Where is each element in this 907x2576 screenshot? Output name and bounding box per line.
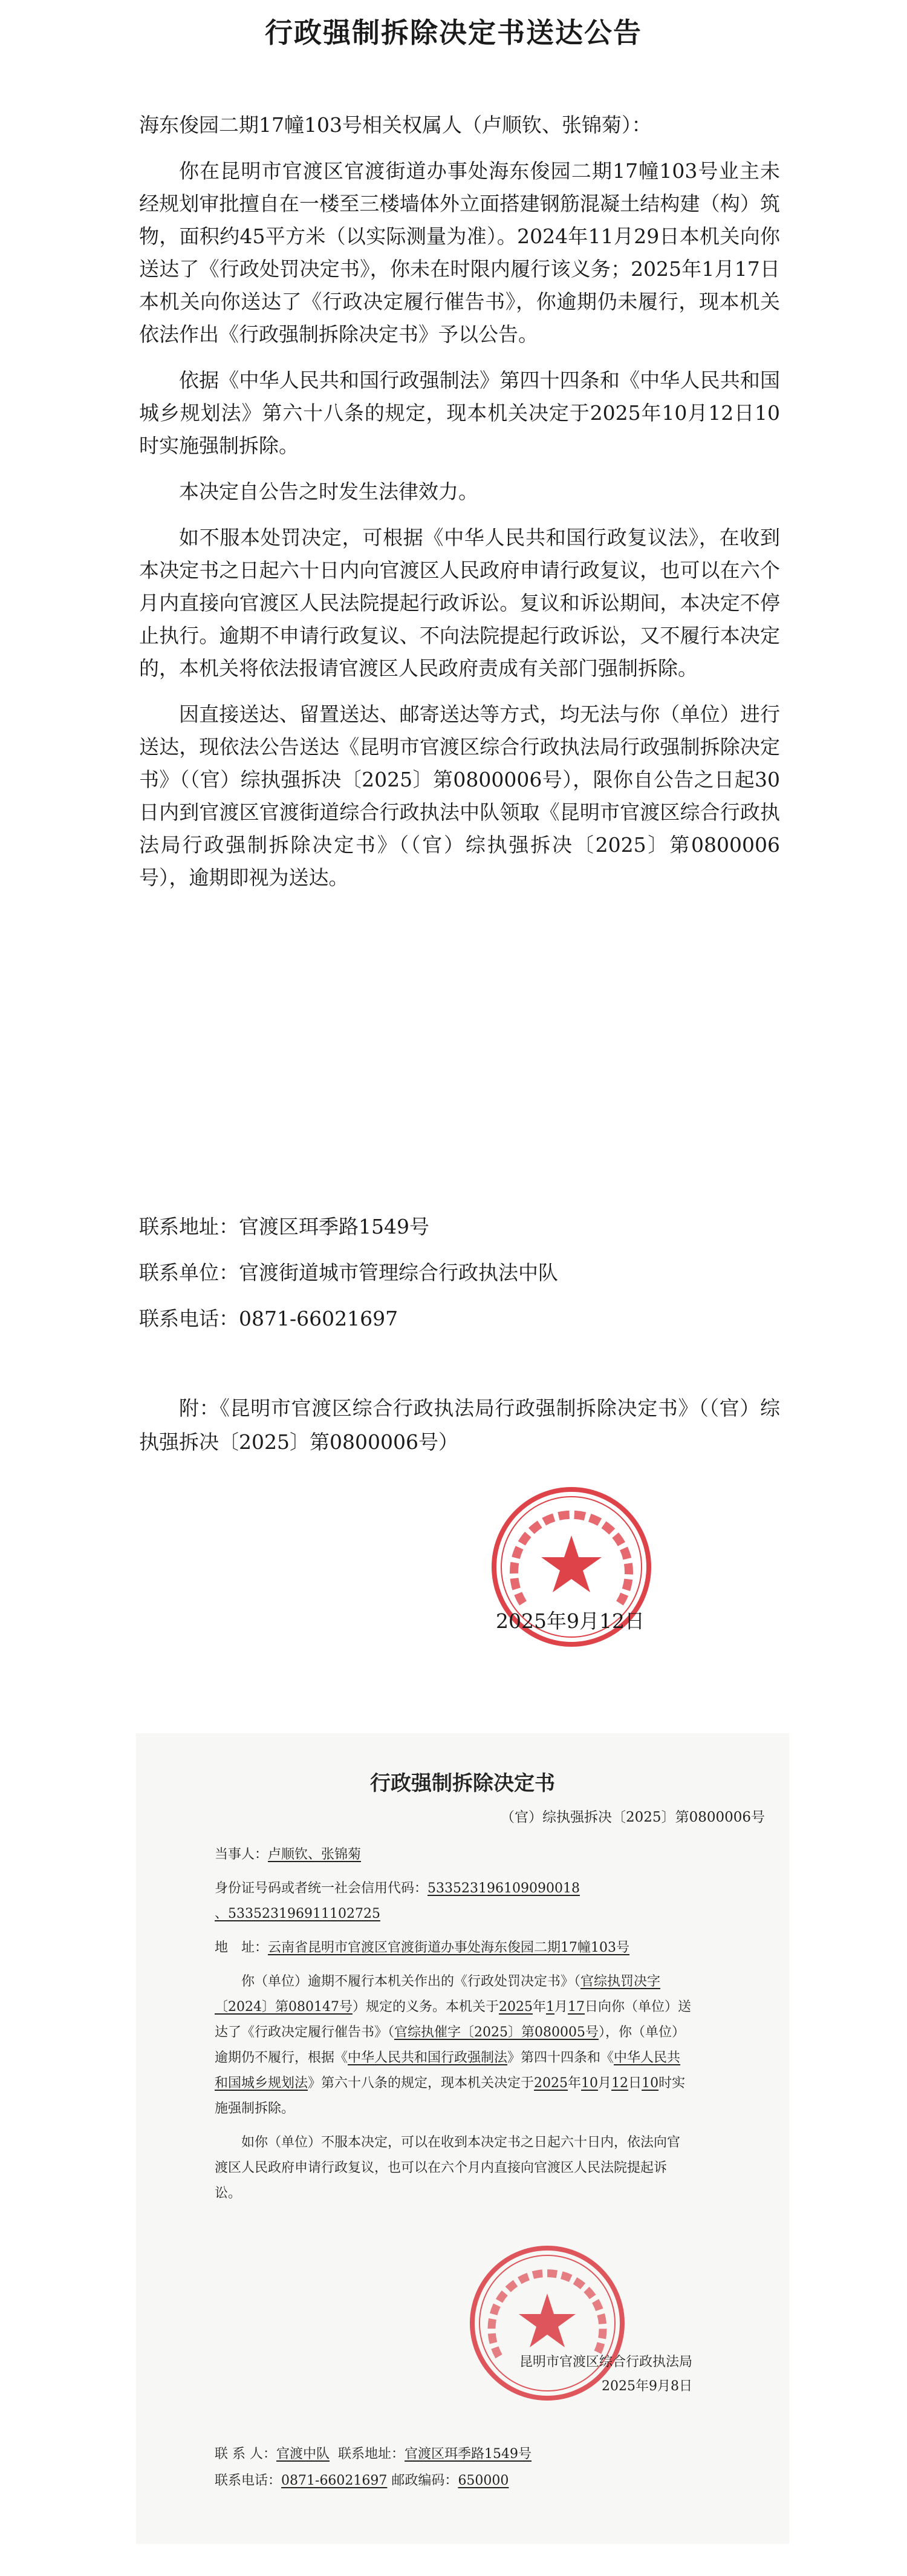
contact-address-value: 官渡区珥季路1549号 (405, 2447, 532, 2462)
footer-line-1 (215, 2441, 710, 2468)
id-value-1: 533523196109090018 (427, 1881, 580, 1896)
decision-document-scan (136, 1733, 789, 2544)
penalty-doc-ref: 官综执罚决字〔2024〕第080147号 (215, 1974, 661, 2015)
text-seg: 年 (568, 2076, 582, 2091)
text-seg: 》第四十四条和《 (507, 2050, 614, 2065)
decision-paragraph-2: 如你（单位）不服本决定，可以在收到本决定书之日起六十日内，依法向官渡区人民政府申请行政复议，也可以在六个月内直接向官渡区人民法院提起诉讼。 (215, 2135, 681, 2201)
decision-id (215, 1876, 692, 1927)
year-value: 2025 (534, 2076, 568, 2091)
id-label: 身份证号码或者统一社会信用代码： (215, 1881, 428, 1896)
issuer-name: 昆明市官渡区综合行政执法局 (519, 2355, 692, 2370)
notice-paragraph-facts: 你在昆明市官渡区官渡街道办事处海东俊园二期17幢103号业主未经规划审批擅自在一楼至三楼墙体外立面搭建钢筋混凝土结构建（构）筑物，面积约45平方米（以实际测量为准）。2024年11月29日本机关向你送达了《行政处罚决定书》，你未在时限内履行该义务；2025年1月17日本机关向你送达了《行政决定履行催告书》，你逾期仍未履行，现本机关依法作出《行政强制拆除决定书》予以公告。 (139, 159, 780, 346)
party-value: 卢顺钦、张锦菊 (268, 1847, 362, 1862)
text-seg: 年 (533, 1999, 547, 2015)
contact-person-value: 官渡中队 (276, 2447, 330, 2462)
party-label: 当事人： (215, 1847, 268, 1862)
day-value: 17 (568, 1999, 585, 2015)
notice-addressee: 海东俊园二期17幢103号相关权属人（卢顺钦、张锦菊）： (139, 113, 652, 137)
notice-paragraph-appeal: 如不服本处罚决定，可根据《中华人民共和国行政复议法》，在收到本决定书之日起六十日内向官渡区人民政府申请行政复议，也可以在六个月内直接向官渡区人民法院提起行政诉讼。复议和诉讼期间，本决定不停止执行。逾期不申请行政复议、不向法院提起行政诉讼，又不履行本决定的，本机关将依法报请官渡区人民政府责成有关部门强制拆除。 (139, 526, 780, 680)
phone-label: 联系电话： (215, 2473, 282, 2488)
address-label: 地 址： (215, 1940, 268, 1955)
text-seg: 日向你（单位）送达了《行政决定履行催告书》（ (215, 1999, 692, 2040)
text-seg: 日 (628, 2076, 642, 2091)
text-seg: 月 (554, 1999, 568, 2015)
month-value: 1 (546, 1999, 555, 2015)
decision-party (215, 1842, 692, 1868)
id-value-2: 、533523196911102725 (215, 1906, 380, 1921)
attachment-note: 附：《昆明市官渡区综合行政执法局行政强制拆除决定书》（（官）综执强拆决〔2025〕第0800006号） (139, 1396, 780, 1454)
issue-date: 2025年9月12日 (496, 1609, 645, 1633)
law-ref-planning: 中华人民共和国城乡规划法 (215, 2050, 681, 2091)
notice-paragraph-effect: 本决定自公告之时发生法律效力。 (179, 480, 478, 503)
notice-paragraph-service: 因直接送达、留置送达、邮寄送达等方式，均无法与你（单位）进行送达，现依法公告送达《昆明市官渡区综合行政执法局行政强制拆除决定书》（（官）综执强拆决〔2025〕第0800006号），限你自公告之日起30日内到官渡区官渡街道综合行政执法中队领取《昆明市官渡区综合行政执法局行政强制拆除决定书》（（官）综执强拆决〔2025〕第0800006号），逾期即视为送达。 (139, 702, 780, 889)
notice-paragraph-legal-basis: 依据《中华人民共和国行政强制法》第四十四条和《中华人民共和国城乡规划法》第六十八条的规定，现本机关决定于2025年10月12日10时实施强制拆除。 (139, 368, 780, 457)
contact-address: 联系地址：官渡区珥季路1549号 (139, 1215, 429, 1238)
postcode-label: 邮政编码： (391, 2473, 458, 2488)
notice-title: 行政强制拆除决定书送达公告 (265, 16, 642, 49)
decision-paragraph-1 (215, 1969, 692, 2122)
footer-line-2 (215, 2468, 710, 2494)
notice-body (139, 109, 780, 907)
contact-person-label: 联 系 人： (215, 2447, 276, 2462)
law-ref-enforcement: 中华人民共和国行政强制法 (348, 2050, 508, 2065)
contact-unit: 联系单位：官渡街道城市管理综合行政执法中队 (139, 1261, 558, 1284)
reminder-doc-ref: 官综执催字〔2025〕第080005号 (394, 2025, 599, 2040)
contact-phone: 联系电话：0871-66021697 (139, 1307, 398, 1330)
contact-block (139, 1210, 780, 1348)
hour-value: 10 (642, 2076, 659, 2091)
text-seg: ）规定的义务。本机关于 (352, 1999, 499, 2015)
contact-address-label: 联系地址： (338, 2447, 405, 2462)
decision-issuer (511, 2350, 692, 2399)
text-seg: ），你（单位）逾期仍不履行，根据《 (215, 2025, 686, 2065)
decision-date: 2025年9月8日 (602, 2379, 692, 2394)
phone-value: 0871-66021697 (281, 2473, 388, 2488)
decision-footer (215, 2441, 710, 2494)
text-seg: 月 (598, 2076, 612, 2091)
text-seg: 你（单位）逾期不履行本机关作出的《行政处罚决定书》（ (241, 1974, 581, 1989)
decision-doc-number: （官）综执强拆决〔2025〕第0800006号 (501, 1809, 765, 1825)
decision-body (215, 1842, 692, 2215)
decision-address (215, 1935, 692, 1961)
year-value: 2025 (499, 1999, 533, 2015)
postcode-value: 650000 (458, 2473, 509, 2488)
address-value: 云南省昆明市官渡区官渡街道办事处海东俊园二期17幢103号 (268, 1940, 630, 1955)
month-value: 10 (581, 2076, 599, 2091)
text-seg: 时实施强制拆除。 (215, 2076, 686, 2116)
text-seg: 》第六十八条的规定，现本机关决定于 (308, 2076, 535, 2091)
decision-title: 行政强制拆除决定书 (370, 1771, 555, 1796)
day-value: 12 (611, 2076, 629, 2091)
